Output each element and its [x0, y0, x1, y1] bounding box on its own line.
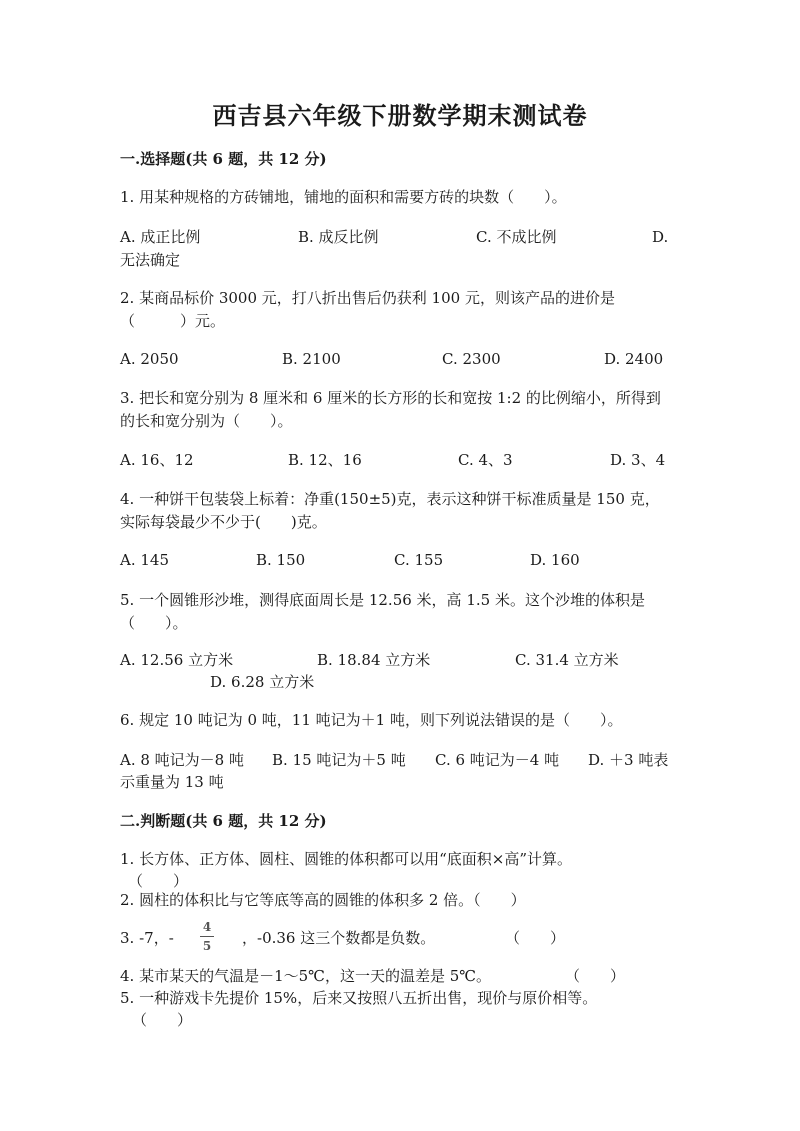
judgment-item-3-start: 3. -7，-: [120, 929, 174, 947]
page-title: 西吉县六年级下册数学期末测试卷: [212, 101, 588, 130]
option-b: B. 成反比例: [298, 228, 379, 246]
option-b: B. 2100: [282, 350, 341, 368]
question-5: 5. 一个圆锥形沙堆，测得底面周长是 12.56 米，高 1.5 米。这个沙堆的体积是（ ）。: [120, 591, 645, 632]
judgment-item-3-end: ，-0.36 这三个数都是负数。: [242, 929, 436, 947]
option-b: B. 18.84 立方米: [317, 651, 431, 669]
option-d: D. 6.28 立方米: [210, 673, 315, 691]
option-b: B. 150: [256, 551, 306, 569]
option-c: C. 2300: [442, 350, 501, 368]
question-1: 1. 用某种规格的方砖铺地，铺地的面积和需要方砖的块数（ ）。: [120, 188, 567, 206]
question-4: 4. 一种饼干包装袋上标着：净重(150±5)克，表示这种饼干标准质量是 150 克，实际每袋最少不少于( )克。: [120, 490, 660, 531]
question-6: 6. 规定 10 吨记为 0 吨，11 吨记为＋1 吨，则下列说法错误的是（ ）。: [120, 711, 623, 729]
section-heading-judgment: 二.判断题(共 6 题，共 12 分): [120, 812, 327, 830]
option-c: C. 155: [394, 551, 444, 569]
answer-paren: （ ）: [565, 967, 626, 985]
option-c: C. 4、3: [458, 451, 513, 469]
option-a: A. 2050: [120, 350, 179, 368]
option-c: C. 6 吨记为－4 吨: [435, 751, 560, 769]
answer-paren: （ ）: [128, 872, 189, 890]
option-d-wrap: 示重量为 13 吨: [120, 773, 224, 791]
option-a: A. 8 吨记为－8 吨: [120, 751, 244, 769]
option-c: C. 31.4 立方米: [515, 651, 619, 669]
option-a: A. 16、12: [120, 451, 194, 469]
question-3: 3. 把长和宽分别为 8 厘米和 6 厘米的长方形的长和宽按 1:2 的比例缩小，所得到的长和宽分别为（ ）。: [120, 389, 661, 430]
option-d: D. 2400: [604, 350, 664, 368]
judgment-item-2: 2. 圆柱的体积比与它等底等高的圆锥的体积多 2 倍。（ ）: [120, 891, 526, 909]
option-b: B. 15 吨记为＋5 吨: [272, 751, 406, 769]
fraction-numerator: 4: [202, 920, 212, 934]
option-d: D.: [652, 228, 669, 246]
fraction: [200, 919, 214, 954]
option-c: C. 不成比例: [476, 228, 557, 246]
option-d: D. ＋3 吨表: [588, 751, 669, 769]
judgment-item-5: 5. 一种游戏卡先提价 15%，后来又按照八五折出售，现价与原价相等。: [120, 989, 598, 1007]
option-d: D. 160: [530, 551, 580, 569]
fraction-denominator: 5: [202, 939, 212, 953]
option-b: B. 12、16: [288, 451, 362, 469]
option-d: D. 3、4: [610, 451, 666, 469]
option-d-wrap: 无法确定: [120, 251, 181, 269]
answer-paren: （ ）: [505, 929, 566, 947]
option-a: A. 成正比例: [120, 228, 201, 246]
section-heading-choice: 一.选择题(共 6 题，共 12 分): [120, 150, 327, 168]
option-a: A. 12.56 立方米: [120, 651, 234, 669]
judgment-item-1: 1. 长方体、正方体、圆柱、圆锥的体积都可以用“底面积×高”计算。: [120, 850, 572, 868]
option-a: A. 145: [120, 551, 169, 569]
judgment-item-4: 4. 某市某天的气温是－1～5℃，这一天的温差是 5℃。: [120, 967, 492, 985]
question-2: 2. 某商品标价 3000 元，打八折出售后仍获利 100 元，则该产品的进价是（ ）元。: [120, 289, 615, 330]
answer-paren: （ ）: [132, 1011, 193, 1029]
